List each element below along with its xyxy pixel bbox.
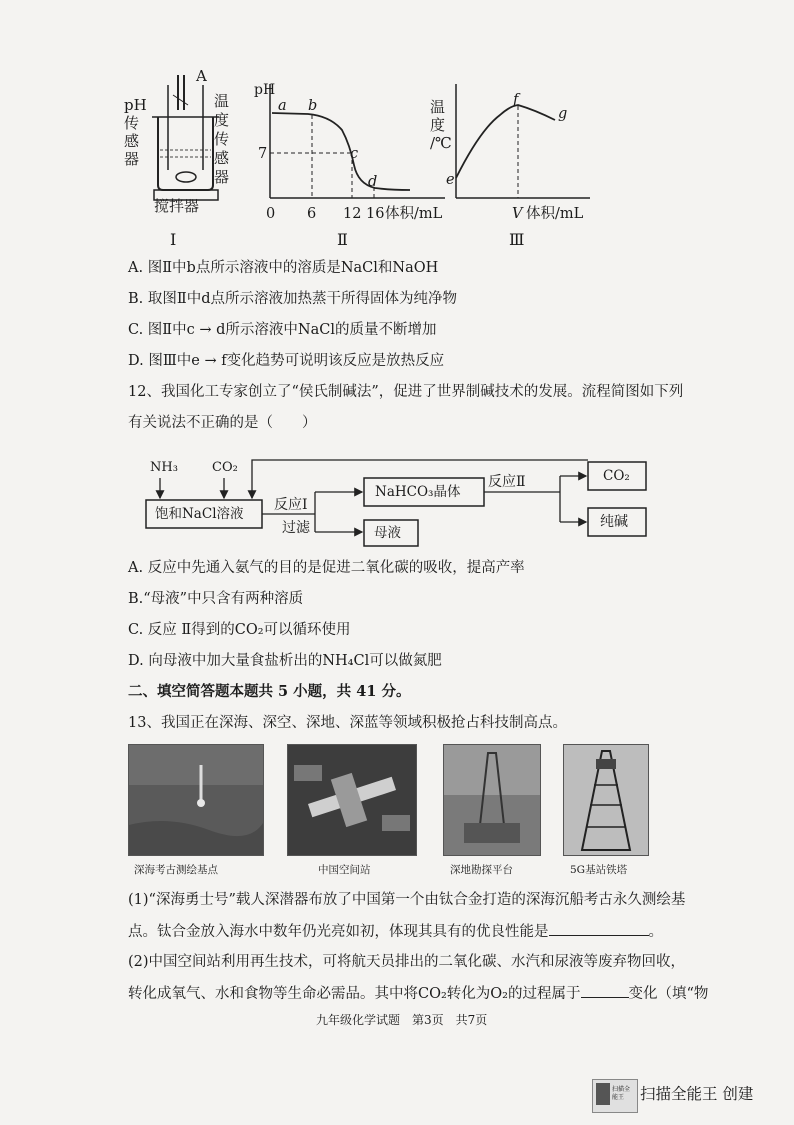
- x-tick-0: 0: [266, 206, 276, 222]
- point-b: b: [308, 98, 318, 114]
- q12-option-d: D. 向母液中加大量食盐析出的NH₄Cl可以做氮肥: [128, 653, 442, 669]
- q12-option-b: B.“母液”中只含有两种溶质: [128, 591, 304, 607]
- q12-option-a: A. 反应中先通入氨气的目的是促进二氧化碳的吸收，提高产率: [128, 560, 525, 576]
- fig3-xlabel: 体积/mL: [526, 206, 584, 222]
- point-c: c: [350, 146, 359, 162]
- caption-deep-sea: 深海考古测绘基点: [134, 864, 218, 876]
- q11-option-d: D. 图Ⅲ中e → f变化趋势可说明该反应是放热反应: [128, 353, 445, 369]
- flow-nh3: NH₃: [150, 460, 178, 475]
- x-tick-12: 12: [343, 206, 362, 222]
- q13-part2-line2: 转化成氧气、水和食物等生命必需品。其中将CO₂转化为O₂的过程属于 变化（填“物: [128, 983, 708, 1004]
- label-A: A: [196, 67, 207, 85]
- flow-co2-input: CO₂: [212, 460, 238, 475]
- flow-filter: 过滤: [282, 520, 310, 536]
- q13-part1-line1: (1)“深海勇士号”载人深潜器布放了中国第一个由钛合金打造的深海沉船考古永久测绘基: [128, 892, 686, 908]
- q12-stem-line2: 有关说法不正确的是（ ）: [128, 415, 317, 431]
- q11-option-c: C. 图Ⅱ中c → d所示溶液中NaCl的质量不断增加: [128, 322, 437, 338]
- point-g: g: [558, 106, 568, 122]
- x-tick-16: 16: [366, 206, 385, 222]
- x-tick-6: 6: [307, 206, 317, 222]
- point-a: a: [278, 98, 287, 114]
- flow-reaction2: 反应Ⅱ: [488, 474, 526, 490]
- q13-stem: 13、我国正在深海、深空、深地、深蓝等领域积极抢占科技制高点。: [128, 715, 567, 731]
- fig3-ylabel: 温 度 /℃: [430, 98, 452, 152]
- q11-option-a: A. 图Ⅱ中b点所示溶液中的溶质是NaCl和NaOH: [128, 260, 439, 276]
- caption-5g-tower: 5G基站铁塔: [570, 864, 628, 876]
- caption-deep-earth: 深地勘探平台: [450, 864, 513, 876]
- page-footer: 九年级化学试题 第3页 共7页: [316, 1013, 488, 1027]
- fig2-xlabel: 体积/mL: [385, 206, 443, 222]
- q13-part2-line1: (2)中国空间站利用再生技术，可将航天员排出的二氧化碳、水汽和尿液等废弃物回收，: [128, 954, 686, 970]
- q11-option-b: B. 取图Ⅱ中d点所示溶液加热蒸干所得固体为纯净物: [128, 291, 458, 307]
- point-f: f: [513, 92, 519, 108]
- q12-stem-line1: 12、我国化工专家创立了“侯氏制碱法”，促进了世界制碱技术的发展。流程简图如下列: [128, 384, 684, 400]
- flow-crystal-box-label: NaHCO₃晶体: [375, 484, 461, 500]
- y-tick-7: 7: [258, 146, 268, 162]
- flow-reaction1: 反应Ⅰ: [274, 497, 308, 513]
- stirrer-label: 搅拌器: [154, 197, 200, 215]
- q12-option-c: C. 反应 Ⅱ得到的CO₂可以循环使用: [128, 622, 351, 638]
- photo-5g-tower: [563, 744, 649, 856]
- photo-deep-earth-platform: [443, 744, 541, 856]
- flow-mother-box-label: 母液: [374, 525, 401, 541]
- photo-space-station: [287, 744, 417, 856]
- flow-start-box-label: 饱和NaCl溶液: [155, 506, 244, 522]
- flow-co2-box-label: CO₂: [603, 468, 630, 484]
- temp-curve: [456, 105, 555, 178]
- q13-part1-line2: 点。钛合金放入海水中数年仍光亮如初，体现其具有的优良性能是 。: [128, 921, 663, 942]
- ph-sensor-label: pH 传 感 器: [124, 96, 147, 168]
- point-d: d: [368, 174, 378, 190]
- fig2-ylabel: pH: [254, 82, 276, 98]
- section-2-heading: 二、填空简答题本题共 5 小题，共 41 分。: [128, 683, 411, 700]
- answer-blank-2[interactable]: [581, 983, 629, 998]
- ph-curve: [272, 113, 410, 190]
- flow-soda-box-label: 纯碱: [600, 514, 628, 530]
- point-e: e: [446, 172, 455, 188]
- scanner-label: 扫描全能王 创建: [640, 1085, 754, 1103]
- answer-blank-1[interactable]: [549, 921, 649, 936]
- caption-space-station: 中国空间站: [318, 864, 371, 876]
- figure-1-roman: Ⅰ: [170, 230, 177, 249]
- figure-2-roman: Ⅱ: [337, 230, 348, 249]
- temp-sensor-label: 温 度 传 感 器: [214, 92, 230, 186]
- scanner-logo: 扫描全能王: [592, 1079, 638, 1113]
- x-tick-V: V: [512, 206, 523, 222]
- photo-deep-sea-marker: [128, 744, 264, 856]
- figure-3-roman: Ⅲ: [509, 230, 525, 249]
